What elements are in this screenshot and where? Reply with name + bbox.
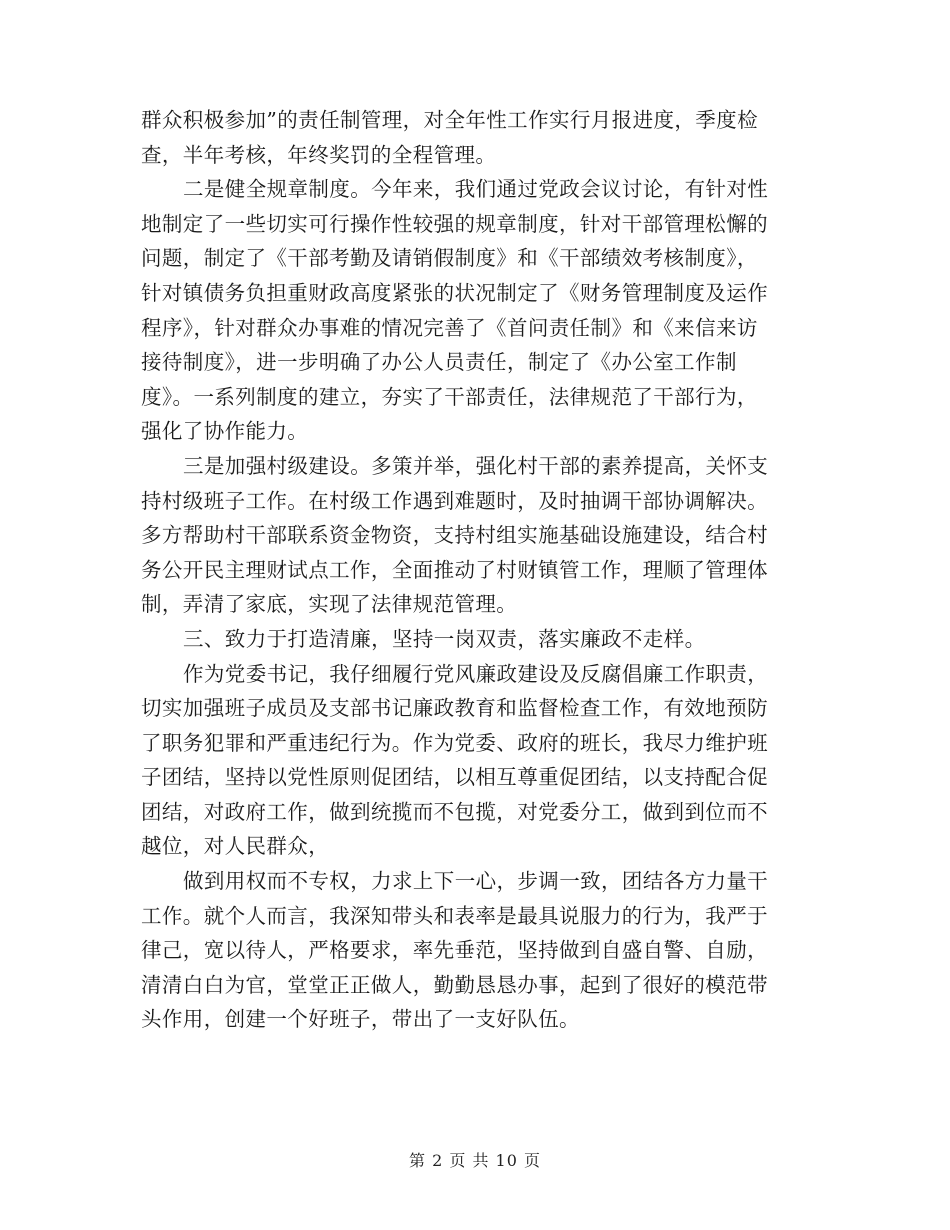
text-line: 群众积极参加”的责任制管理，对全年性工作实行月报进度，季度检 <box>141 108 758 132</box>
text-line: 切实加强班子成员及支部书记廉政教育和监督检查工作，有效地预防 <box>141 696 768 721</box>
text-line: 接待制度》，进一步明确了办公人员责任，制定了《办公室工作制 <box>141 350 737 375</box>
text-line: 查，半年考核，年终奖罚的全程管理。 <box>141 142 497 167</box>
text-line: 程序》，针对群众办事难的情况完善了《首问责任制》和《来信来访 <box>141 315 758 340</box>
page-footer: 第 2 页 共 10 页 <box>409 1151 541 1170</box>
text-line: 制，弄清了家底，实现了法律规范管理。 <box>141 592 518 617</box>
text-line: 清清白白为官，堂堂正正做人，勤勤恳恳办事，起到了很好的模范带 <box>141 972 768 997</box>
text-line: 持村级班子工作。在村级工作遇到难题时，及时抽调干部协调解决。 <box>141 488 768 513</box>
text-line: 三、致力于打造清廉，坚持一岗双责，落实廉政不走样。 <box>183 626 706 651</box>
text-line: 做到用权而不专权，力求上下一心，步调一致，团结各方力量干 <box>183 869 769 894</box>
text-line: 针对镇债务负担重财政高度紧张的状况制定了《财务管理制度及运作 <box>141 280 768 305</box>
text-line: 工作。就个人而言，我深知带头和表率是最具说服力的行为，我严于 <box>141 903 768 928</box>
text-line: 团结，对政府工作，做到统揽而不包揽，对党委分工，做到到位而不 <box>141 799 768 824</box>
text-line: 强化了协作能力。 <box>141 419 309 444</box>
text-line: 问题，制定了《干部考勤及请销假制度》和《干部绩效考核制度》， <box>141 246 758 271</box>
text-line: 度》。一系列制度的建立，夯实了干部责任，法律规范了干部行为， <box>141 384 758 409</box>
text-line: 头作用，创建一个好班子，带出了一支好队伍。 <box>141 1007 580 1032</box>
text-line: 子团结，坚持以党性原则促团结，以相互尊重促团结，以支持配合促 <box>141 765 768 790</box>
text-line: 三是加强村级建设。多策并举，强化村干部的素养提高，关怀支 <box>183 453 769 478</box>
text-line: 二是健全规章制度。今年来，我们通过党政会议讨论，有针对性 <box>183 177 769 202</box>
text-line: 律己，宽以待人，严格要求，率先垂范，坚持做到自盛自警、自励， <box>141 938 768 963</box>
text-line: 了职务犯罪和严重违纪行为。作为党委、政府的班长，我尽力维护班 <box>141 730 768 755</box>
text-line: 地制定了一些切实可行操作性较强的规章制度，针对干部管理松懈的 <box>141 211 768 236</box>
document-body <box>141 103 801 1037</box>
text-line: 越位，对人民群众， <box>141 834 330 859</box>
text-line: 作为党委书记，我仔细履行党风廉政建设及反腐倡廉工作职责， <box>183 661 769 686</box>
text-line: 多方帮助村干部联系资金物资，支持村组实施基础设施建设，结合村 <box>141 523 768 548</box>
text-line: 务公开民主理财试点工作，全面推动了村财镇管工作，理顺了管理体 <box>141 557 768 582</box>
